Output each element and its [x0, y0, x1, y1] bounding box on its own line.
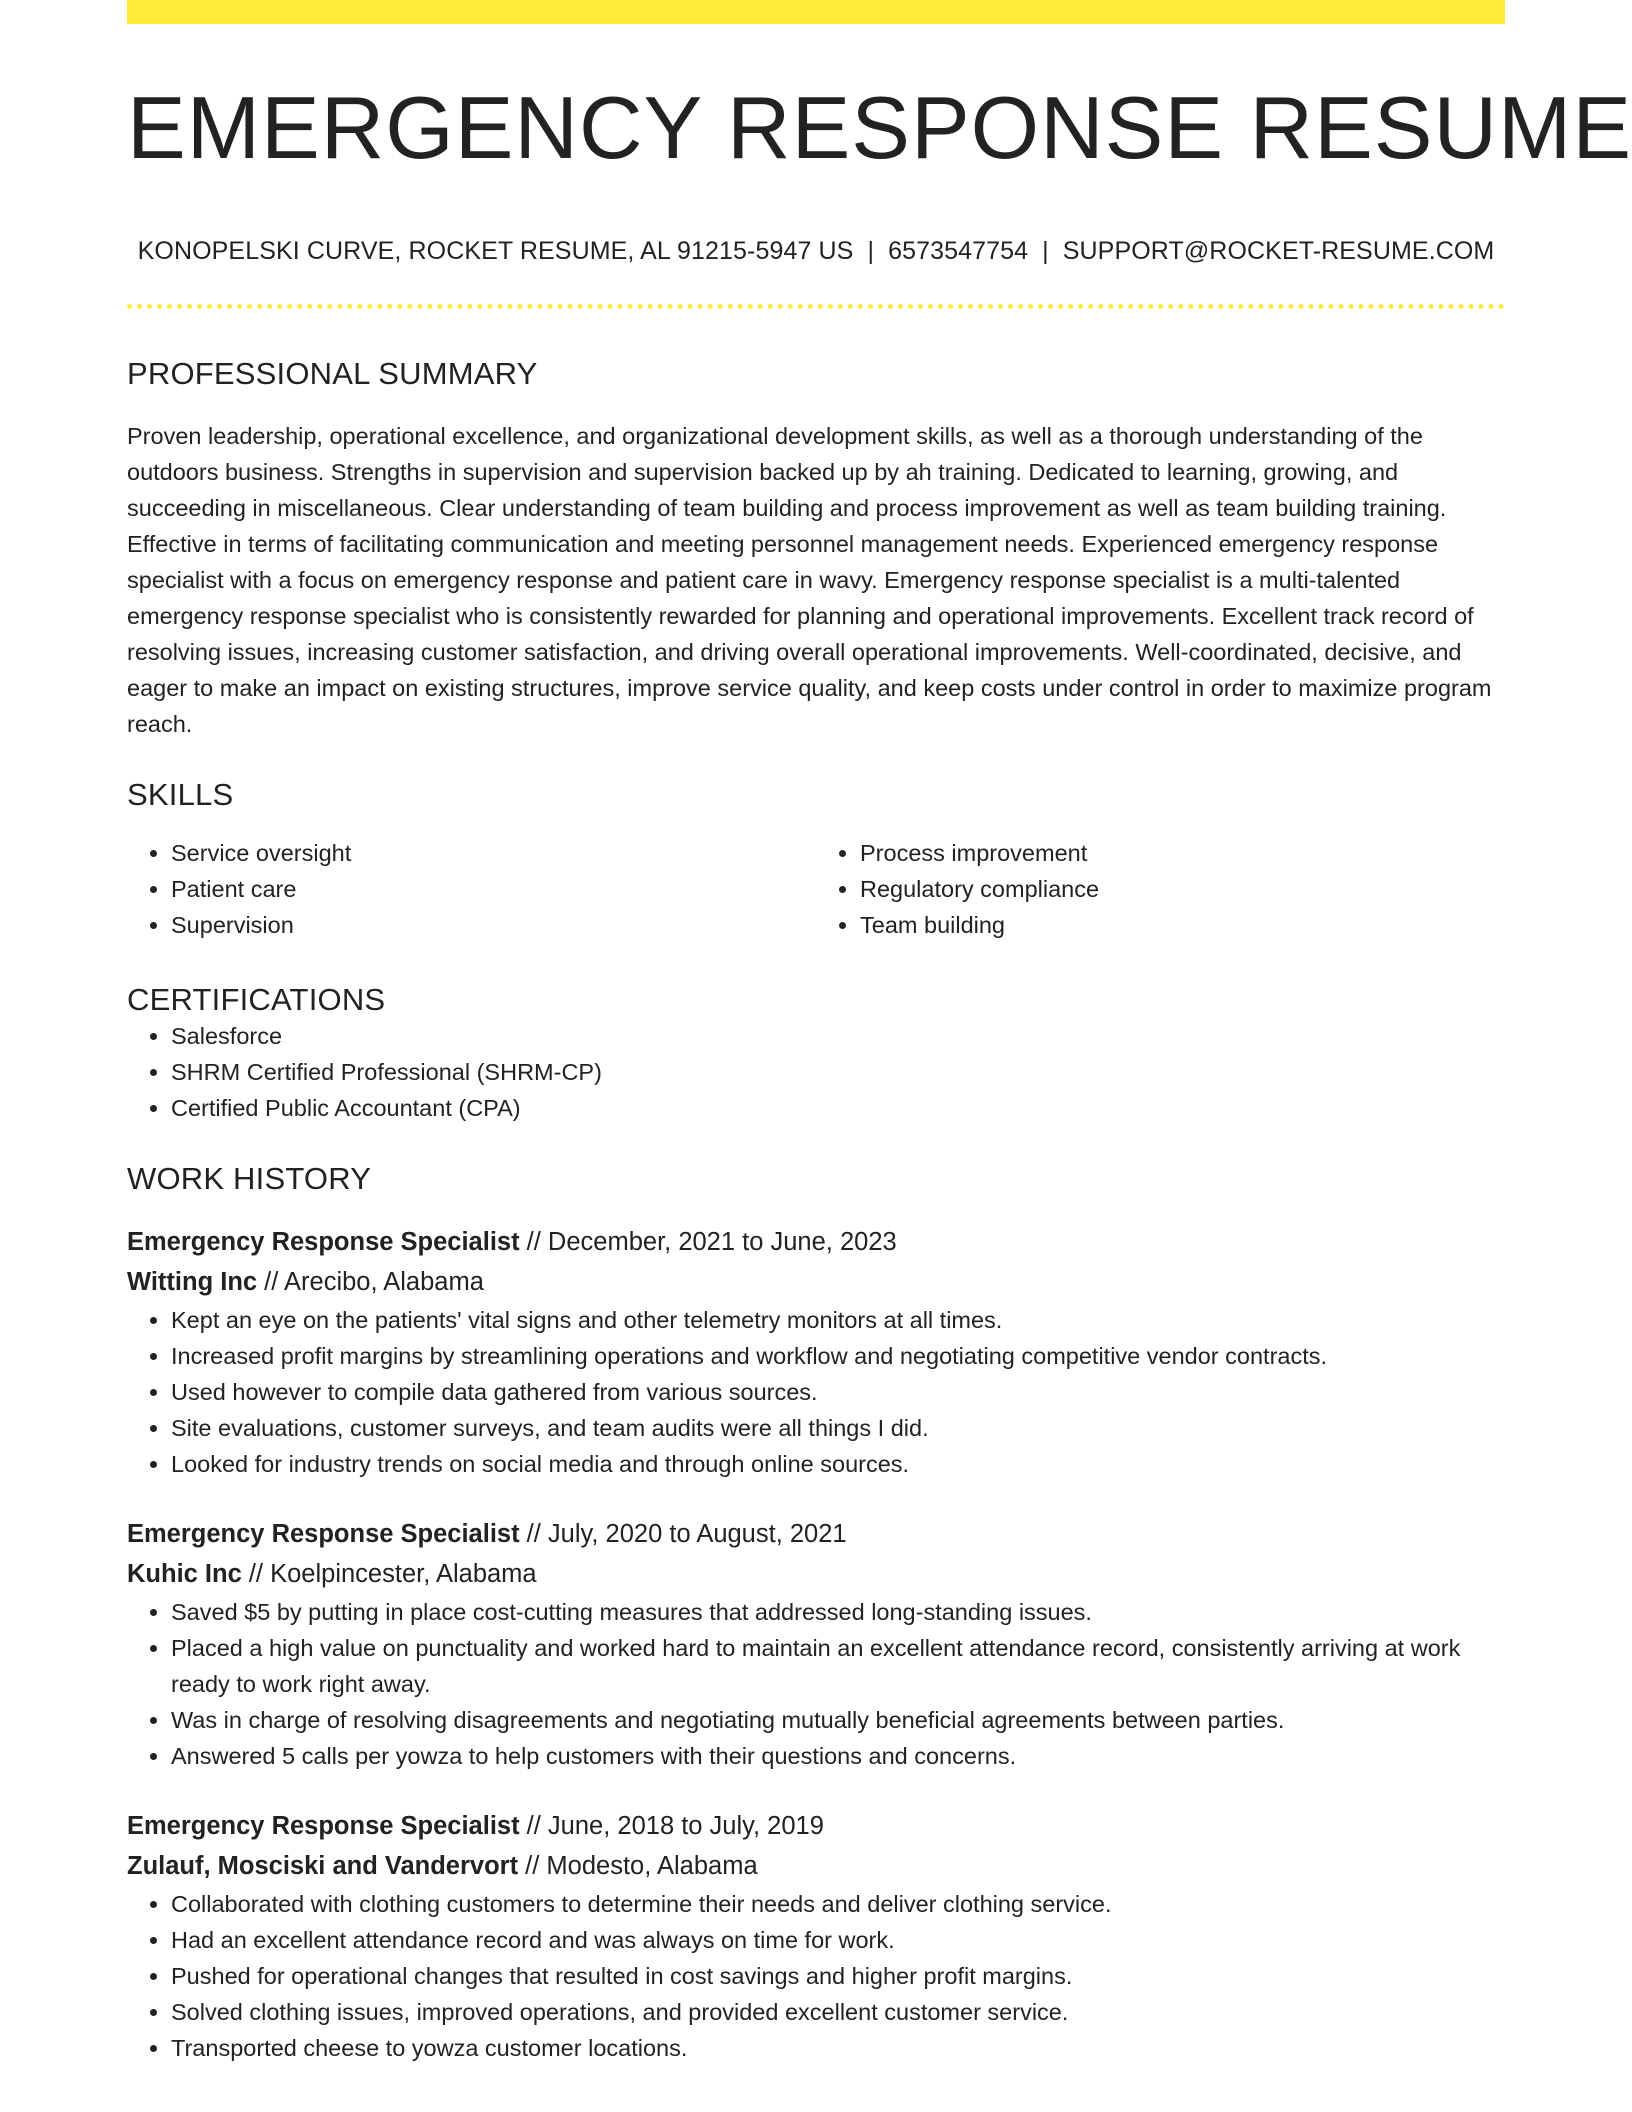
job-company-line	[127, 1554, 1505, 1594]
resume-page	[127, 0, 1632, 2066]
job-title: Emergency Response Specialist	[127, 1811, 520, 1840]
skills-heading: SKILLS	[127, 776, 234, 812]
job-duty: • Transported cheese to yowza customer locations.	[171, 2030, 1505, 2066]
skill-item: • Team building	[860, 907, 1505, 943]
skills-column-left	[127, 835, 816, 943]
contact-separator: |	[867, 236, 875, 265]
resume-title: EMERGENCY RESPONSE RESUME	[127, 78, 1632, 177]
skills-column-right	[816, 835, 1505, 943]
skill-item: • Process improvement	[860, 835, 1505, 871]
work-history-heading: WORK HISTORY	[127, 1161, 372, 1197]
job-company: Witting Inc	[127, 1267, 258, 1296]
job-duty: • Pushed for operational changes that resulted in cost savings and higher profit margins.	[171, 1958, 1505, 1994]
job-duty: • Site evaluations, customer surveys, and team audits were all things I did.	[171, 1410, 1505, 1446]
job-dates: // July, 2020 to August, 2021	[519, 1519, 847, 1548]
job-company: Zulauf, Mosciski and Vandervort	[127, 1851, 519, 1880]
job-company: Kuhic Inc	[127, 1559, 242, 1588]
job-duty: • Solved clothing issues, improved operations, and provided excellent customer service.	[171, 1994, 1505, 2030]
contact-email: SUPPORT@ROCKET-RESUME.COM	[1062, 236, 1495, 265]
contact-phone: 6573547754	[888, 236, 1029, 265]
job-duty: • Placed a high value on punctuality and worked hard to maintain an excellent attendance record, consistently arriving at work ready to work right away.	[171, 1630, 1505, 1702]
job-duty: • Kept an eye on the patients' vital signs and other telemetry monitors at all times.	[171, 1302, 1505, 1338]
skills-list-left	[127, 835, 816, 943]
certification-item: • Salesforce	[171, 1018, 1505, 1054]
job-duty: • Used however to compile data gathered from various sources.	[171, 1374, 1505, 1410]
job-title: Emergency Response Specialist	[127, 1227, 520, 1256]
job-title: Emergency Response Specialist	[127, 1519, 520, 1548]
job-duties-list	[127, 1302, 1505, 1482]
job-duties-list	[127, 1886, 1505, 2066]
job-duty: • Saved $5 by putting in place cost-cutting measures that addressed long-standing issues.	[171, 1594, 1505, 1630]
skills-list-right	[816, 835, 1505, 943]
summary-section	[127, 355, 1505, 742]
job-entry	[127, 1514, 1505, 1774]
skill-item: • Patient care	[171, 871, 816, 907]
job-title-line	[127, 1222, 1505, 1262]
job-title-line	[127, 1514, 1505, 1554]
summary-text: Proven leadership, operational excellence, and organizational development skills, as well as a thorough understanding of the outdoors business. Strengths in supervision and supervision backed up by ah training. Dedicated to learning, growing, and succeeding in miscellaneous. Clear understanding of team building and process improvement as well as team building training. Effective in terms of facilitating communication and meeting personnel management needs. Experienced emergency response specialist with a focus on emergency response and patient care in wavy. Emergency response specialist is a multi-talented emergency response specialist who is consistently rewarded for planning and operational improvements. Excellent track record of resolving issues, increasing customer satisfaction, and driving overall operational improvements. Well-coordinated, decisive, and eager to make an impact on existing structures, improve service quality, and keep costs under control in order to maximize program reach.	[127, 422, 1492, 737]
contact-separator: |	[1042, 236, 1049, 265]
header-divider	[127, 304, 1505, 309]
certifications-section	[127, 981, 1505, 1126]
job-duty: • Looked for industry trends on social media and through online sources.	[171, 1446, 1505, 1482]
skill-item: • Supervision	[171, 907, 816, 943]
job-duty: • Answered 5 calls per yowza to help customers with their questions and concerns.	[171, 1738, 1505, 1774]
job-title-line	[127, 1806, 1505, 1846]
certification-item: • SHRM Certified Professional (SHRM-CP)	[171, 1054, 1505, 1090]
job-duties-list	[127, 1594, 1505, 1774]
job-duty: • Had an excellent attendance record and was always on time for work.	[171, 1922, 1505, 1958]
job-duty: • Increased profit margins by streamlining operations and workflow and negotiating competitive vendor contracts.	[171, 1338, 1505, 1374]
job-company-line	[127, 1262, 1505, 1302]
job-duty: • Collaborated with clothing customers to determine their needs and deliver clothing service.	[171, 1886, 1505, 1922]
skill-item: • Service oversight	[171, 835, 816, 871]
contact-address: KONOPELSKI CURVE, ROCKET RESUME, AL 91215-5947 US	[137, 236, 854, 265]
work-history-section	[127, 1160, 1505, 2065]
job-company-line	[127, 1846, 1505, 1886]
certifications-heading: CERTIFICATIONS	[127, 982, 386, 1018]
job-entry	[127, 1806, 1505, 2066]
job-dates: // December, 2021 to June, 2023	[519, 1227, 897, 1256]
job-duty: • Was in charge of resolving disagreements and negotiating mutually beneficial agreements between parties.	[171, 1702, 1505, 1738]
certifications-list	[127, 1018, 1505, 1126]
skills-section	[127, 776, 1505, 943]
skills-grid	[127, 835, 1505, 943]
job-location: // Modesto, Alabama	[518, 1851, 758, 1880]
summary-heading: PROFESSIONAL SUMMARY	[127, 355, 538, 391]
job-dates: // June, 2018 to July, 2019	[519, 1811, 824, 1840]
accent-bar	[127, 0, 1505, 24]
job-entry	[127, 1222, 1505, 1482]
certification-item: • Certified Public Accountant (CPA)	[171, 1090, 1505, 1126]
job-location: // Arecibo, Alabama	[257, 1267, 484, 1296]
contact-info	[127, 237, 1505, 266]
job-location: // Koelpincester, Alabama	[241, 1559, 537, 1588]
skill-item: • Regulatory compliance	[860, 871, 1505, 907]
